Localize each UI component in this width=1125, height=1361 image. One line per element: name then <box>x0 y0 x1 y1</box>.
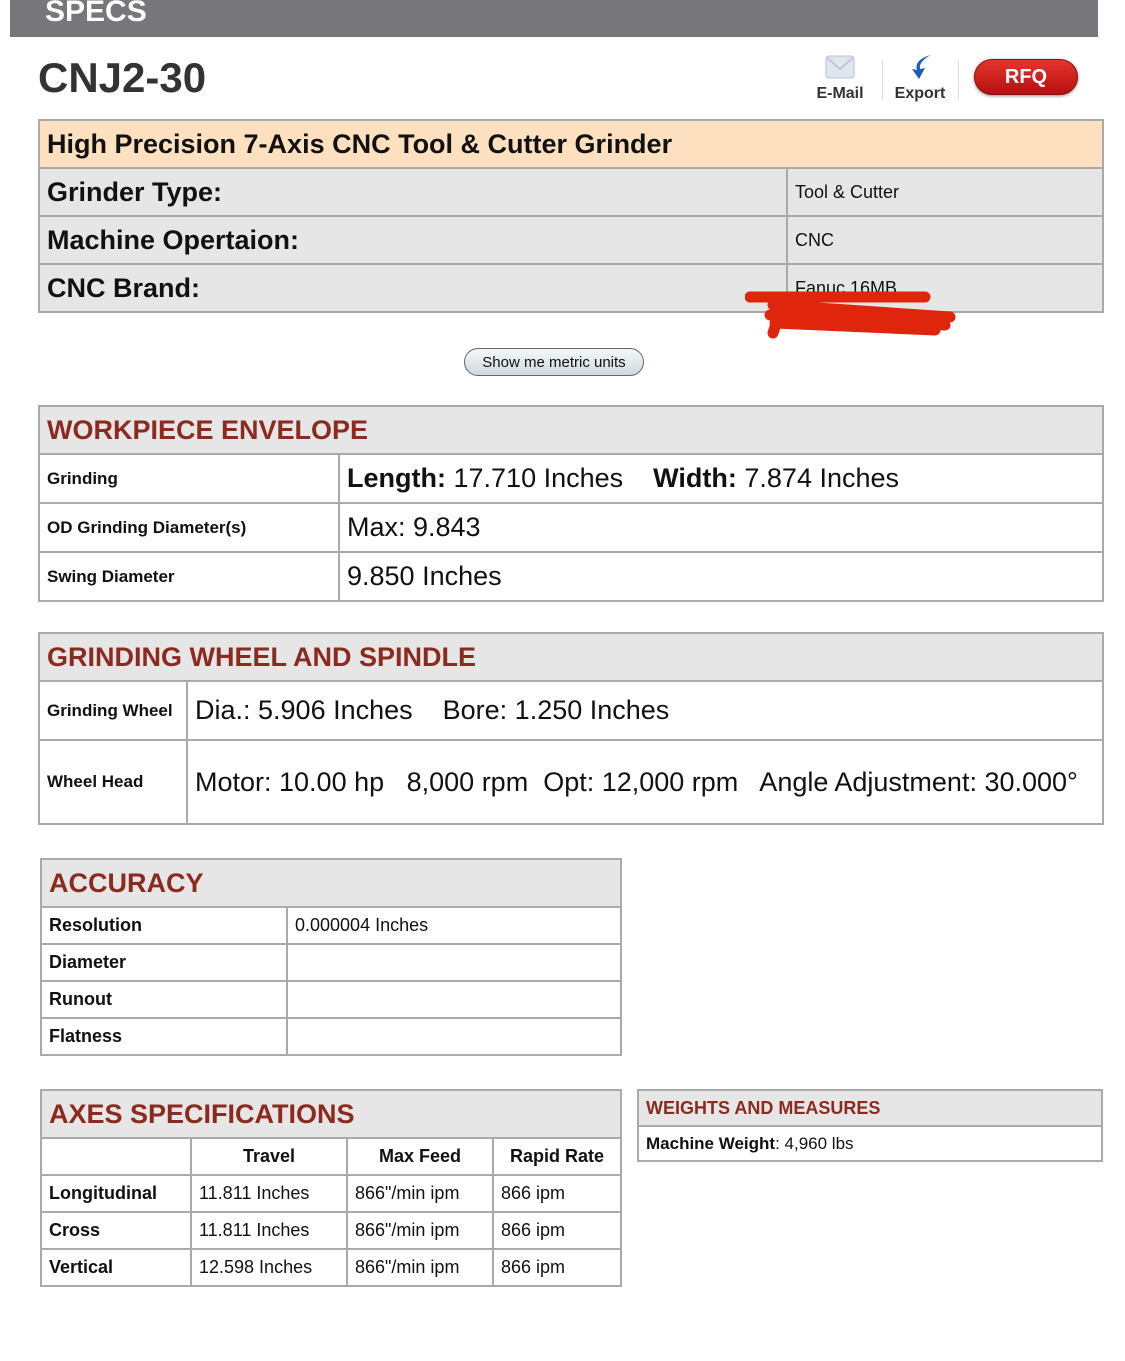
weight-value: : 4,960 lbs <box>775 1133 854 1153</box>
divider <box>958 60 959 100</box>
row-label: Diameter <box>41 944 287 981</box>
weights-measures-table <box>637 1089 1103 1162</box>
specs-header-bar: SPECS <box>10 0 1098 37</box>
model-title: CNJ2-30 <box>38 54 207 101</box>
email-label: E-Mail <box>816 85 864 102</box>
length-label: Length: <box>347 463 446 493</box>
row-label: Swing Diameter <box>39 552 339 601</box>
row-value <box>287 1018 621 1055</box>
machine-description: High Precision 7-Axis CNC Tool & Cutter Grinder <box>39 120 1103 168</box>
summary-table <box>38 119 1104 313</box>
row-label: Grinding <box>39 454 339 503</box>
export-arrow-icon <box>905 54 935 80</box>
max-feed: 866"/min ipm <box>347 1212 493 1249</box>
row-label: OD Grinding Diameter(s) <box>39 503 339 552</box>
row-value: Fanuc 16MB <box>787 264 1103 312</box>
row-value: Dia.: 5.906 Inches Bore: 1.250 Inches <box>187 681 1103 740</box>
axis-name: Cross <box>41 1212 191 1249</box>
email-icon <box>825 54 855 80</box>
export-label: Export <box>894 85 946 102</box>
axis-name: Longitudinal <box>41 1175 191 1212</box>
workpiece-envelope-table <box>38 405 1104 602</box>
row-label: Machine Opertaion: <box>39 216 787 264</box>
row-value: Tool & Cutter <box>787 168 1103 216</box>
rapid-rate: 866 ipm <box>493 1249 621 1286</box>
section-title: WORKPIECE ENVELOPE <box>39 406 1103 454</box>
machine-weight <box>638 1126 1102 1161</box>
row-label: CNC Brand: <box>39 264 787 312</box>
row-label: Flatness <box>41 1018 287 1055</box>
divider <box>882 60 883 100</box>
column-header <box>41 1138 191 1175</box>
column-header: Rapid Rate <box>493 1138 621 1175</box>
metric-units-button[interactable]: Show me metric units <box>464 348 644 376</box>
row-label: Grinder Type: <box>39 168 787 216</box>
table-row <box>41 1175 621 1212</box>
row-value: CNC <box>787 216 1103 264</box>
row-value: Motor: 10.00 hp 8,000 rpm Opt: 12,000 rpm Angle Adjustment: 30.000° <box>187 740 1103 824</box>
rapid-rate: 866 ipm <box>493 1212 621 1249</box>
section-title: AXES SPECIFICATIONS <box>41 1090 621 1138</box>
max-feed: 866"/min ipm <box>347 1175 493 1212</box>
row-value <box>287 944 621 981</box>
row-label: Wheel Head <box>39 740 187 824</box>
row-value: 9.850 Inches <box>339 552 1103 601</box>
row-value: Max: 9.843 <box>339 503 1103 552</box>
accuracy-table <box>40 858 622 1056</box>
travel: 11.811 Inches <box>191 1212 347 1249</box>
axes-specifications-table <box>40 1089 622 1287</box>
weight-label: Machine Weight <box>646 1133 776 1153</box>
table-row <box>39 216 1103 264</box>
max-feed: 866"/min ipm <box>347 1249 493 1286</box>
email-button[interactable] <box>812 54 868 103</box>
red-redaction-scribble <box>745 285 960 340</box>
travel: 11.811 Inches <box>191 1175 347 1212</box>
section-title: ACCURACY <box>41 859 621 907</box>
column-header: Travel <box>191 1138 347 1175</box>
row-label: Resolution <box>41 907 287 944</box>
table-row <box>41 1212 621 1249</box>
row-value: 0.000004 Inches <box>287 907 621 944</box>
export-button[interactable] <box>892 54 948 103</box>
width-value: 7.874 Inches <box>744 463 900 493</box>
axis-name: Vertical <box>41 1249 191 1286</box>
row-label: Runout <box>41 981 287 1018</box>
table-row <box>39 168 1103 216</box>
rfq-button[interactable]: RFQ <box>974 59 1078 95</box>
width-label: Width: <box>653 463 737 493</box>
section-title: WEIGHTS AND MEASURES <box>638 1090 1102 1126</box>
row-value <box>287 981 621 1018</box>
travel: 12.598 Inches <box>191 1249 347 1286</box>
row-label: Grinding Wheel <box>39 681 187 740</box>
column-header: Max Feed <box>347 1138 493 1175</box>
rapid-rate: 866 ipm <box>493 1175 621 1212</box>
row-value <box>339 454 1103 503</box>
grinding-wheel-table <box>38 632 1104 825</box>
length-value: 17.710 Inches <box>453 463 624 493</box>
table-row <box>41 1249 621 1286</box>
section-title: GRINDING WHEEL AND SPINDLE <box>39 633 1103 681</box>
